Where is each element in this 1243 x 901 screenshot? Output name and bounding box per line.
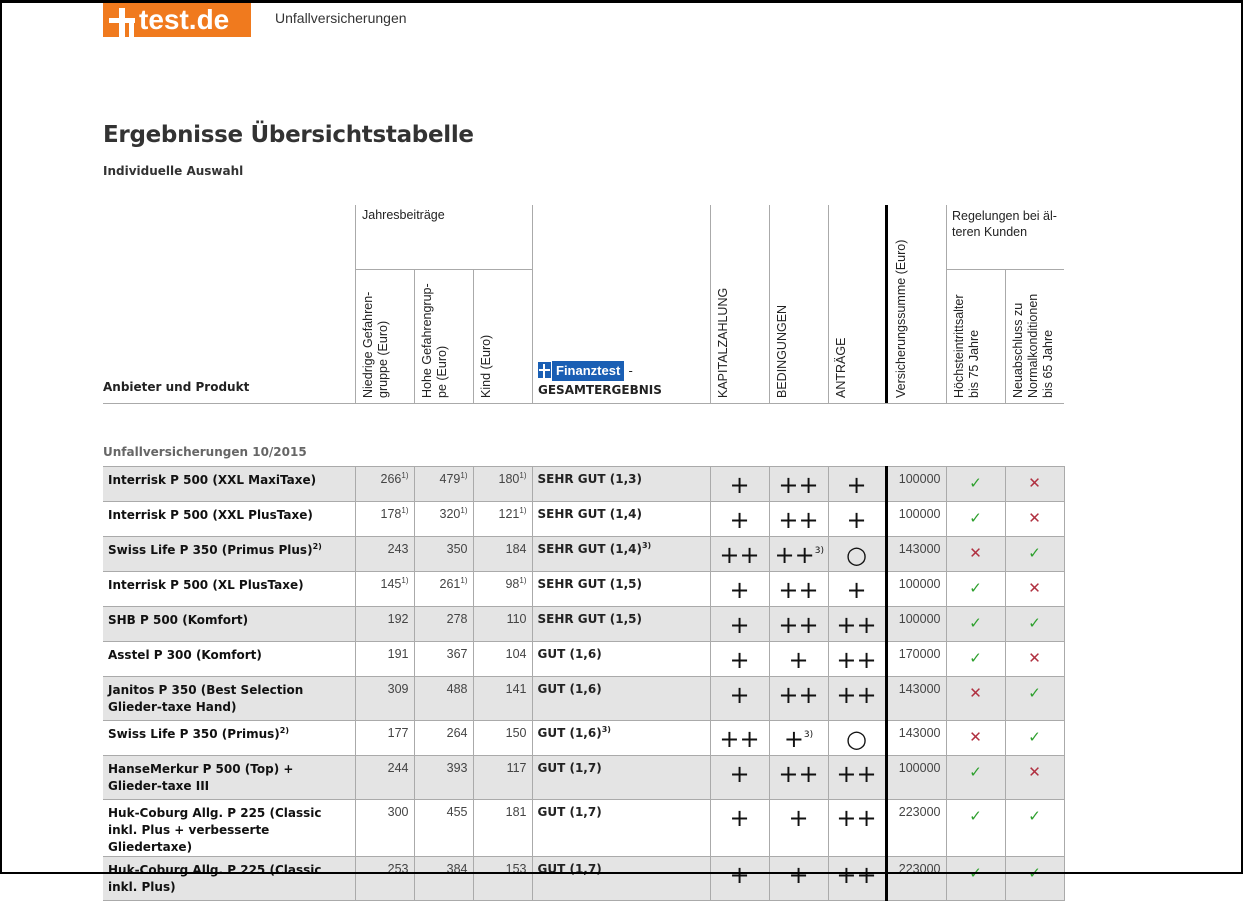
max-age-75 xyxy=(946,721,1005,756)
overall-result: SEHR GUT (1,5) xyxy=(532,607,710,642)
provider-name[interactable]: Interrisk P 500 (XXL PlusTaxe) xyxy=(103,502,355,537)
provider-name[interactable]: Janitos P 350 (Best Selection Glieder-taxe Hand) xyxy=(103,677,355,721)
cross-icon: ✕ xyxy=(1028,474,1041,492)
col-gesamt: Finanztest - GESAMTERGEBNIS xyxy=(538,363,662,397)
overall-result: SEHR GUT (1,5) xyxy=(532,572,710,607)
premium-child: 141 xyxy=(473,677,532,721)
col-regelungen: Regelungen bei äl- teren Kunden xyxy=(952,209,1057,239)
antraege-rating: ++ xyxy=(828,607,886,642)
max-age-75 xyxy=(946,572,1005,607)
antraege-rating: ○ xyxy=(828,537,886,572)
premium-low: 177 xyxy=(355,721,414,756)
check-icon: ✓ xyxy=(969,864,982,882)
premium-low: 191 xyxy=(355,642,414,677)
sum-insured: 223000 xyxy=(886,857,946,901)
table-row xyxy=(103,572,1064,607)
sum-insured: 100000 xyxy=(886,572,946,607)
bedingungen-rating: + xyxy=(769,857,828,901)
premium-high: 264 xyxy=(414,721,473,756)
bedingungen-rating: ++ xyxy=(769,467,828,502)
new-contract-65 xyxy=(1005,502,1064,537)
table-row xyxy=(103,756,1064,800)
new-contract-65 xyxy=(1005,537,1064,572)
antraege-rating: ○ xyxy=(828,721,886,756)
bedingungen-rating: ++ xyxy=(769,607,828,642)
new-contract-65 xyxy=(1005,572,1064,607)
cross-icon: ✕ xyxy=(969,684,982,702)
test-de-logo[interactable]: test.de xyxy=(103,2,251,37)
check-icon: ✓ xyxy=(1028,807,1041,825)
overall-result: GUT (1,7) xyxy=(532,756,710,800)
premium-high: 278 xyxy=(414,607,473,642)
premium-low: 145$^{1)}$ xyxy=(355,572,414,607)
sum-insured: 170000 xyxy=(886,642,946,677)
sum-insured: 100000 xyxy=(886,502,946,537)
results-table xyxy=(103,466,1065,901)
col-hoechst: Höchsteintrittsalter bis 75 Jahre xyxy=(952,294,981,398)
table-row xyxy=(103,537,1064,572)
col-antraege: ANTRÄGE xyxy=(834,337,848,398)
check-icon: ✓ xyxy=(969,579,982,597)
premium-child: 181 xyxy=(473,800,532,857)
bedingungen-rating: + xyxy=(769,800,828,857)
new-contract-65 xyxy=(1005,857,1064,901)
premium-high: 393 xyxy=(414,756,473,800)
finanztest-logo-icon xyxy=(538,362,551,378)
table-row xyxy=(103,642,1064,677)
premium-low: 253 xyxy=(355,857,414,901)
overall-result: SEHR GUT $(1,4)^{3)}$ xyxy=(532,537,710,572)
provider-name[interactable]: SHB P 500 (Komfort) xyxy=(103,607,355,642)
col-kind: Kind (Euro) xyxy=(479,334,493,398)
antraege-rating: ++ xyxy=(828,800,886,857)
new-contract-65 xyxy=(1005,642,1064,677)
max-age-75 xyxy=(946,800,1005,857)
col-provider: Anbieter und Produkt xyxy=(103,380,250,394)
sum-insured: 100000 xyxy=(886,467,946,502)
col-hoch: Hohe Gefahrengrup- pe (Euro) xyxy=(420,283,449,398)
kapital-rating: ++ xyxy=(710,537,769,572)
table-row xyxy=(103,467,1064,502)
bedingungen-rating: + xyxy=(769,642,828,677)
cross-icon: ✕ xyxy=(1028,649,1041,667)
new-contract-65 xyxy=(1005,467,1064,502)
bedingungen-rating: +$^{3)}$ xyxy=(769,721,828,756)
max-age-75 xyxy=(946,502,1005,537)
provider-name[interactable]: Huk-Coburg Allg. P 225 (Classic inkl. Plus + verbesserte Gliedertaxe) xyxy=(103,800,355,857)
premium-high: 320$^{1)}$ xyxy=(414,502,473,537)
premium-low: 178$^{1)}$ xyxy=(355,502,414,537)
sum-insured: 143000 xyxy=(886,721,946,756)
premium-child: 117 xyxy=(473,756,532,800)
provider-name[interactable]: Asstel P 300 (Komfort) xyxy=(103,642,355,677)
col-niedrig: Niedrige Gefahren- gruppe (Euro) xyxy=(361,291,390,398)
check-icon: ✓ xyxy=(969,763,982,781)
provider-name[interactable]: Interrisk P 500 (XL PlusTaxe) xyxy=(103,572,355,607)
premium-high: 261$^{1)}$ xyxy=(414,572,473,607)
overall-result: SEHR GUT (1,3) xyxy=(532,467,710,502)
max-age-75 xyxy=(946,537,1005,572)
sum-insured: 100000 xyxy=(886,607,946,642)
table-row xyxy=(103,721,1064,756)
premium-child: 180$^{1)}$ xyxy=(473,467,532,502)
sum-insured: 143000 xyxy=(886,677,946,721)
max-age-75 xyxy=(946,467,1005,502)
overall-result: GUT (1,7) xyxy=(532,857,710,901)
premium-child: 104 xyxy=(473,642,532,677)
bedingungen-rating: ++ xyxy=(769,756,828,800)
premium-high: 488 xyxy=(414,677,473,721)
col-bedingungen: BEDINGUNGEN xyxy=(775,304,789,398)
cross-icon: ✕ xyxy=(969,728,982,746)
check-icon: ✓ xyxy=(969,509,982,527)
premium-child: 184 xyxy=(473,537,532,572)
new-contract-65 xyxy=(1005,607,1064,642)
group-label: Unfallversicherungen 10/2015 xyxy=(103,445,307,459)
premium-low: 266$^{1)}$ xyxy=(355,467,414,502)
max-age-75 xyxy=(946,857,1005,901)
cross-icon: ✕ xyxy=(1028,509,1041,527)
premium-child: 110 xyxy=(473,607,532,642)
check-icon: ✓ xyxy=(1028,544,1041,562)
bedingungen-rating: ++ xyxy=(769,502,828,537)
bedingungen-rating: ++ xyxy=(769,572,828,607)
sum-insured: 143000 xyxy=(886,537,946,572)
cross-icon: ✕ xyxy=(969,544,982,562)
table-row xyxy=(103,677,1064,721)
new-contract-65 xyxy=(1005,721,1064,756)
premium-high: 350 xyxy=(414,537,473,572)
check-icon: ✓ xyxy=(1028,728,1041,746)
premium-child: 153 xyxy=(473,857,532,901)
table-row xyxy=(103,857,1064,901)
antraege-rating: + xyxy=(828,502,886,537)
kapital-rating: + xyxy=(710,572,769,607)
sum-insured: 223000 xyxy=(886,800,946,857)
premium-child: 150 xyxy=(473,721,532,756)
kapital-rating: + xyxy=(710,467,769,502)
col-summe: Versicherungssumme (Euro) xyxy=(894,239,908,398)
bedingungen-rating: ++$^{3)}$ xyxy=(769,537,828,572)
premium-low: 243 xyxy=(355,537,414,572)
kapital-rating: + xyxy=(710,857,769,901)
kapital-rating: + xyxy=(710,502,769,537)
kapital-rating: + xyxy=(710,756,769,800)
premium-child: 98$^{1)}$ xyxy=(473,572,532,607)
premium-low: 300 xyxy=(355,800,414,857)
page-subtitle: Individuelle Auswahl xyxy=(103,164,244,178)
table-row xyxy=(103,502,1064,537)
provider-name[interactable]: Swiss Life P 350 (Primus Plus)$^{2)}$ xyxy=(103,537,355,572)
new-contract-65 xyxy=(1005,800,1064,857)
check-icon: ✓ xyxy=(969,474,982,492)
check-icon: ✓ xyxy=(1028,614,1041,632)
overall-result: GUT (1,7) xyxy=(532,800,710,857)
cross-icon: ✕ xyxy=(1028,579,1041,597)
overall-result: GUT (1,6) xyxy=(532,642,710,677)
kapital-rating: + xyxy=(710,607,769,642)
antraege-rating: ++ xyxy=(828,857,886,901)
antraege-rating: ++ xyxy=(828,677,886,721)
premium-low: 192 xyxy=(355,607,414,642)
max-age-75 xyxy=(946,642,1005,677)
cross-icon: ✕ xyxy=(1028,763,1041,781)
antraege-rating: + xyxy=(828,572,886,607)
premium-low: 244 xyxy=(355,756,414,800)
provider-name[interactable]: Interrisk P 500 (XXL MaxiTaxe) xyxy=(103,467,355,502)
overall-result: GUT $(1,6)^{3)}$ xyxy=(532,721,710,756)
premium-child: 121$^{1)}$ xyxy=(473,502,532,537)
max-age-75 xyxy=(946,677,1005,721)
premium-high: 367 xyxy=(414,642,473,677)
logo-mark-icon xyxy=(103,2,139,37)
kapital-rating: + xyxy=(710,800,769,857)
new-contract-65 xyxy=(1005,677,1064,721)
new-contract-65 xyxy=(1005,756,1064,800)
premium-high: 479$^{1)}$ xyxy=(414,467,473,502)
overall-result: SEHR GUT (1,4) xyxy=(532,502,710,537)
provider-name[interactable]: Swiss Life P 350 (Primus)$^{2)}$ xyxy=(103,721,355,756)
col-neu: Neuabschluss zu Normalkonditionen bis 65 Jahre xyxy=(1011,293,1055,398)
kapital-rating: ++ xyxy=(710,721,769,756)
provider-name[interactable]: Huk-Coburg Allg. P 225 (Classic inkl. Plus) xyxy=(103,857,355,901)
max-age-75 xyxy=(946,607,1005,642)
table-row xyxy=(103,607,1064,642)
antraege-rating: ++ xyxy=(828,756,886,800)
premium-high: 384 xyxy=(414,857,473,901)
table-row xyxy=(103,800,1064,857)
antraege-rating: + xyxy=(828,467,886,502)
check-icon: ✓ xyxy=(969,614,982,632)
antraege-rating: ++ xyxy=(828,642,886,677)
max-age-75 xyxy=(946,756,1005,800)
bedingungen-rating: ++ xyxy=(769,677,828,721)
kapital-rating: + xyxy=(710,642,769,677)
premium-high: 455 xyxy=(414,800,473,857)
col-kapital: KAPITALZAHLUNG xyxy=(716,287,730,398)
site-title: Unfallversicherungen xyxy=(275,10,407,26)
check-icon: ✓ xyxy=(969,649,982,667)
col-jahresbeitraege: Jahresbeiträge xyxy=(362,208,445,222)
check-icon: ✓ xyxy=(1028,864,1041,882)
kapital-rating: + xyxy=(710,677,769,721)
page-title: Ergebnisse Übersichtstabelle xyxy=(103,122,474,148)
overall-result: GUT (1,6) xyxy=(532,677,710,721)
premium-low: 309 xyxy=(355,677,414,721)
sum-insured: 100000 xyxy=(886,756,946,800)
provider-name[interactable]: HanseMerkur P 500 (Top) + Glieder-taxe III xyxy=(103,756,355,800)
check-icon: ✓ xyxy=(969,807,982,825)
check-icon: ✓ xyxy=(1028,684,1041,702)
